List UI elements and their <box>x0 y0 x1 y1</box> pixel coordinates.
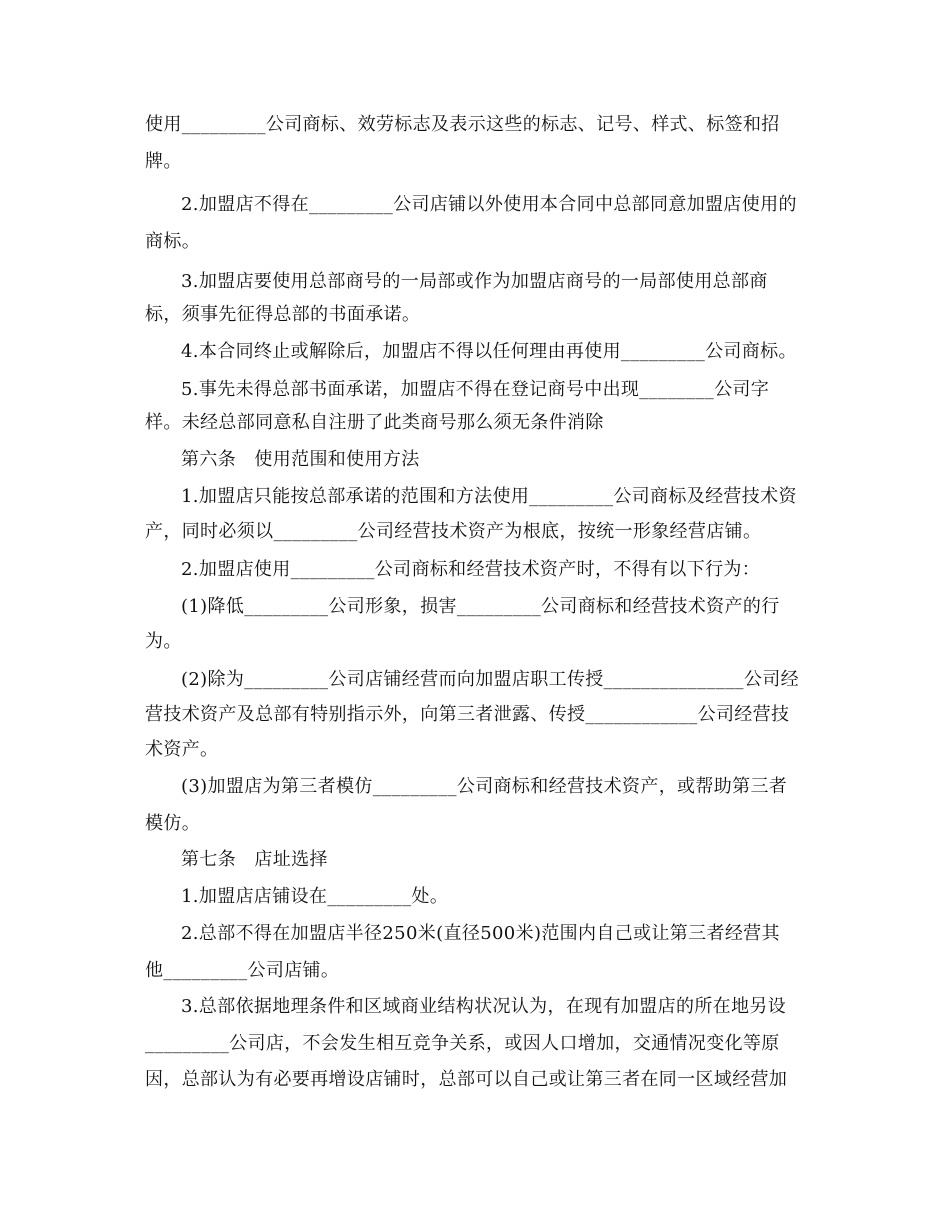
section-heading: 第七条 店址选择 <box>181 849 328 870</box>
text-line: 商标。 <box>145 231 201 252</box>
text-line: 3.总部依据地理条件和区域商业结构状况认为，在现有加盟店的所在地另设 <box>181 996 787 1017</box>
text-line: 因，总部认为有必要再增设店铺时，总部可以自己或让第三者在同一区域经营加 <box>145 1069 788 1090</box>
section-heading: 第六条 使用范围和使用方法 <box>181 449 420 470</box>
text-line: 模仿。 <box>145 813 201 834</box>
text-line: (2)除为_________公司店铺经营而向加盟店职工传授_______________公司经 <box>181 669 799 690</box>
text-line: 使用_________公司商标、效劳标志及表示这些的标志、记号、样式、标签和招 <box>145 114 780 135</box>
text-line: 3.加盟店要使用总部商号的一局部或作为加盟店商号的一局部使用总部商 <box>181 271 768 292</box>
text-line: 产，同时必须以_________公司经营技术资产为根底，按统一形象经营店铺。 <box>145 521 762 542</box>
text-line: 2.总部不得在加盟店半径250米(直径500米)范围内自己或让第三者经营其 <box>181 923 780 944</box>
text-line: 牌。 <box>145 151 182 172</box>
text-line: 2.加盟店不得在_________公司店铺以外使用本合同中总部同意加盟店使用的 <box>181 194 797 215</box>
text-line: 2.加盟店使用_________公司商标和经营技术资产时，不得有以下行为： <box>181 559 761 580</box>
text-line: 营技术资产及总部有特别指示外，向第三者泄露、传授____________公司经营技 <box>145 704 790 725</box>
text-line: 5.事先未得总部书面承诺，加盟店不得在登记商号中出现________公司字 <box>181 379 770 400</box>
text-line: 1.加盟店只能按总部承诺的范围和方法使用_________公司商标及经营技术资 <box>181 486 797 507</box>
text-line: 他_________公司店铺。 <box>145 960 340 981</box>
text-line: (1)降低_________公司形象，损害_________公司商标和经营技术资产的行 <box>181 596 780 617</box>
text-line: 样。未经总部同意私自注册了此类商号那么须无条件消除 <box>145 412 604 433</box>
text-line: 为。 <box>145 631 182 652</box>
text-line: 1.加盟店店铺设在_________处。 <box>181 886 449 907</box>
text-line: 术资产。 <box>145 739 219 760</box>
text-line: 4.本合同终止或解除后，加盟店不得以任何理由再使用_________公司商标。 <box>181 341 797 362</box>
text-line: _________公司店，不会发生相互竞争关系，或因人口增加，交通情况变化等原 <box>145 1033 780 1054</box>
text-line: 标，须事先征得总部的书面承诺。 <box>145 304 421 325</box>
text-line: (3)加盟店为第三者模仿_________公司商标和经营技术资产，或帮助第三者 <box>181 776 788 797</box>
